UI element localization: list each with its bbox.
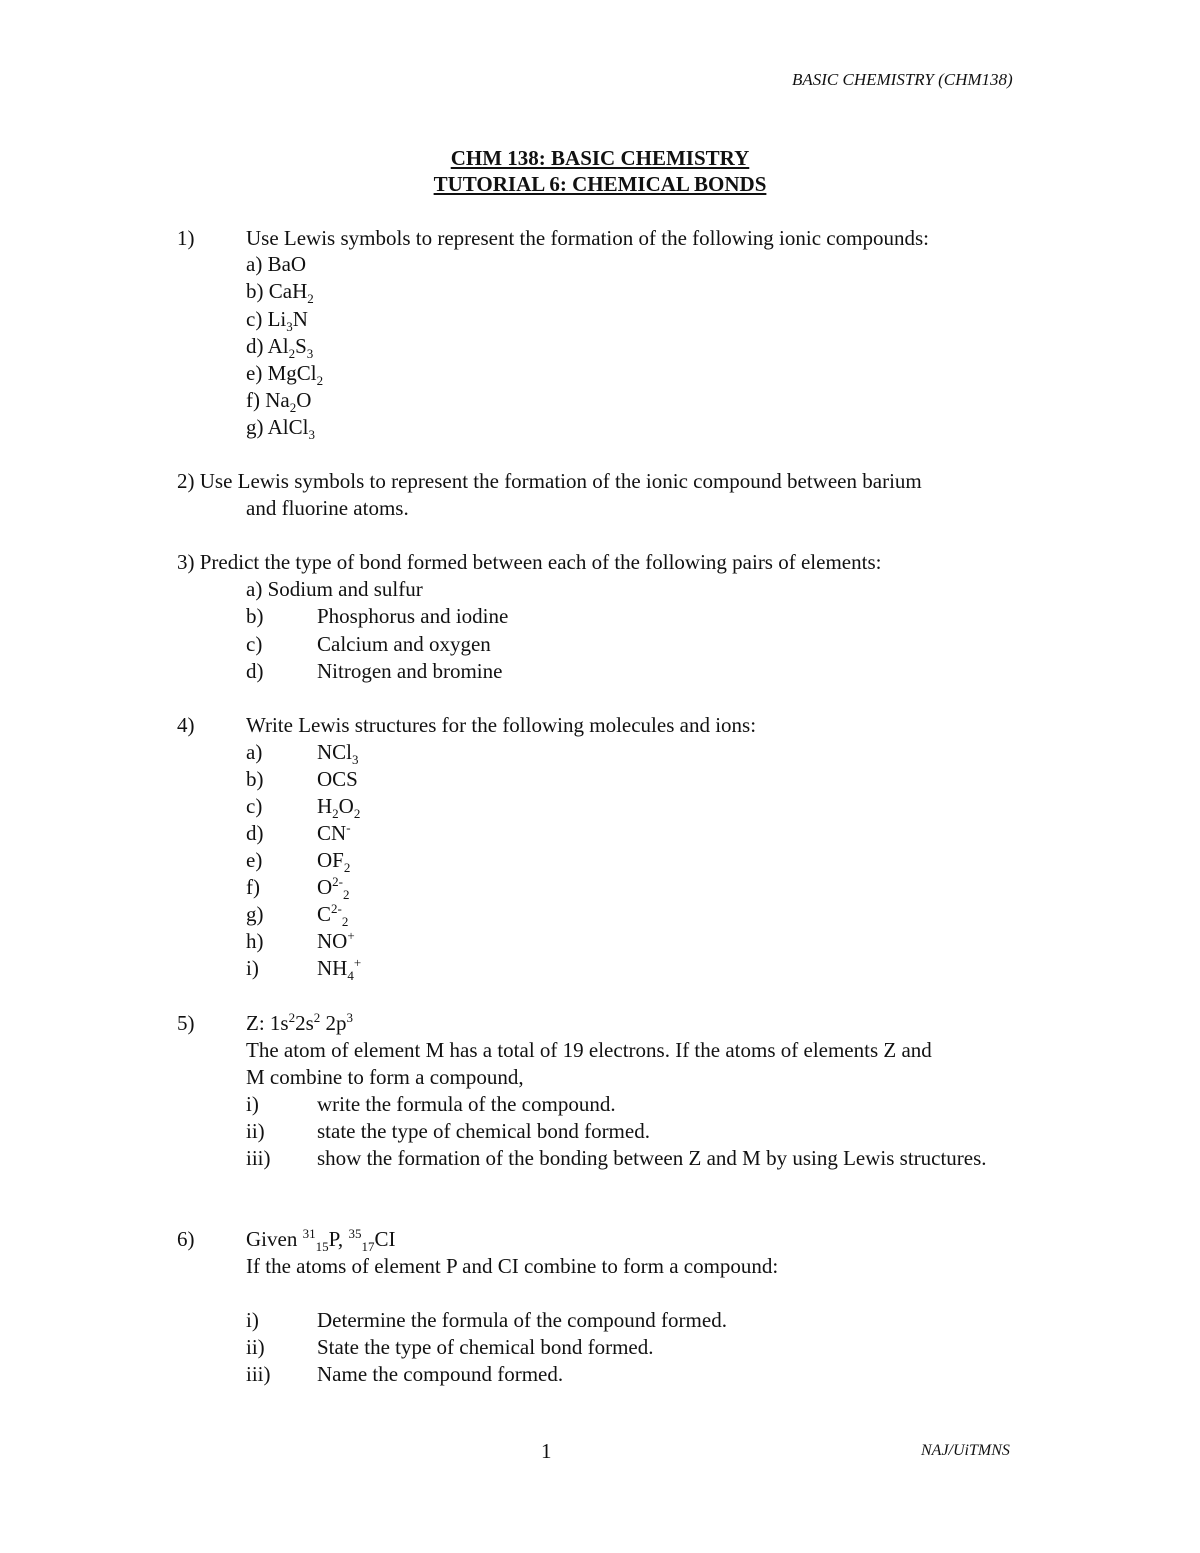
q1-item-e: e) MgCl$_2$ [246, 361, 324, 389]
q1-item-a: a) BaO [246, 252, 307, 276]
given-isotopes: Given $^{31}_{15}$P, $^{35}_{17}$CI [246, 1226, 396, 1255]
q3-item-c-label: c) [246, 632, 263, 656]
q4-item-f: $O^{2-}_2$ [317, 874, 350, 903]
q4-item-b: OCS [317, 767, 358, 791]
q5-item-i-label: i) [246, 1092, 259, 1116]
q6-item-i-label: i) [246, 1308, 259, 1332]
q4-item-a-label: a) [246, 740, 263, 764]
q4-item-g: $C^{2-}_2$ [317, 901, 349, 930]
q3-item-c: Calcium and oxygen [317, 632, 491, 656]
question-number-1: 1) [177, 226, 195, 250]
q1-item-b: b) CaH$_2$ [246, 279, 314, 307]
q5-item-ii: state the type of chemical bond formed. [317, 1119, 650, 1143]
q6-item-iii-label: iii) [246, 1362, 271, 1386]
q4-item-c-label: c) [246, 794, 263, 818]
q4-item-e: $OF_2$ [317, 848, 351, 876]
q4-item-d: CN- [317, 820, 351, 845]
q5-item-ii-label: ii) [246, 1119, 265, 1143]
question-number-4: 4) [177, 713, 195, 737]
q4-item-f-label: f) [246, 875, 260, 899]
electron-configuration: Z: $1s^22s^2$ $2p^3$ [246, 1010, 354, 1035]
q3-item-b-label: b) [246, 604, 264, 628]
running-header: BASIC CHEMISTRY (CHM138) [792, 70, 1013, 89]
q1-item-g: g) AlCl$_3$ [246, 415, 315, 443]
document-title: CHM 138: BASIC CHEMISTRY [450, 146, 750, 170]
q6-item-ii-label: ii) [246, 1335, 265, 1359]
q6-item-i: Determine the formula of the compound formed. [317, 1308, 727, 1332]
question-4-text: Write Lewis structures for the following molecules and ions: [246, 713, 757, 737]
question-1-text: Use Lewis symbols to represent the formation of the following ionic compounds: [246, 226, 929, 250]
question-5-text-cont: M combine to form a compound, [246, 1065, 524, 1089]
q5-item-i: write the formula of the compound. [317, 1092, 616, 1116]
q6-item-ii: State the type of chemical bond formed. [317, 1335, 654, 1359]
q3-item-b: Phosphorus and iodine [317, 604, 509, 628]
q4-item-h: NO+ [317, 928, 355, 953]
q3-item-d-label: d) [246, 659, 264, 683]
q4-item-b-label: b) [246, 767, 264, 791]
q4-item-c: $H_2O_2$ [317, 794, 361, 822]
question-6-text: If the atoms of element P and CI combine to form a compound: [246, 1254, 779, 1278]
question-number-3: 3) Predict the type of bond formed between each of the following pairs of elements: [177, 550, 882, 574]
question-number-2: 2) Use Lewis symbols to represent the formation of the ionic compound between barium [177, 469, 922, 493]
question-2-text-cont: and fluorine atoms. [246, 496, 409, 520]
q4-item-e-label: e) [246, 848, 263, 872]
q4-item-i-label: i) [246, 956, 259, 980]
q3-item-d: Nitrogen and bromine [317, 659, 503, 683]
q1-item-c: c) $Li_3N$ [246, 307, 308, 335]
q6-item-iii: Name the compound formed. [317, 1362, 564, 1386]
q4-item-g-label: g) [246, 902, 264, 926]
q1-item-d: d) $Al_2S_3$ [246, 334, 314, 362]
q4-item-i: $NH_4^+$ [317, 955, 362, 984]
q4-item-a: NCl$_3$ [317, 740, 359, 768]
footer-code: NAJ/UiTMNS [921, 1442, 1010, 1459]
document-subtitle: TUTORIAL 6: CHEMICAL BONDS [433, 172, 767, 196]
q4-item-d-label: d) [246, 821, 264, 845]
question-number-6: 6) [177, 1227, 195, 1251]
q4-item-h-label: h) [246, 929, 264, 953]
q5-item-iii-label: iii) [246, 1146, 271, 1170]
q1-item-f: f) $Na_2O$ [246, 388, 312, 416]
q5-item-iii: show the formation of the bonding between Z and M by using Lewis structures. [317, 1146, 987, 1170]
q3-item-a: a) Sodium and sulfur [246, 577, 423, 601]
question-number-5: 5) [177, 1011, 195, 1035]
question-5-text: The atom of element M has a total of 19 electrons. If the atoms of elements Z and [246, 1038, 932, 1062]
page-number: 1 [541, 1439, 552, 1463]
